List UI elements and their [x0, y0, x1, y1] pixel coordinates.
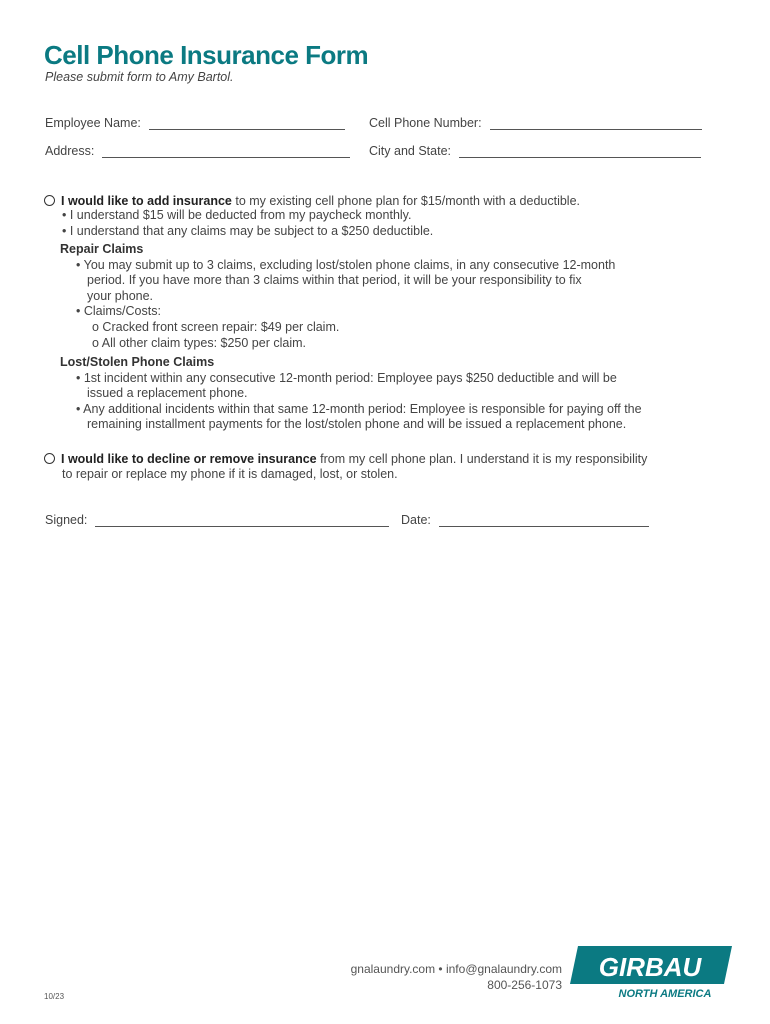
lost-stolen-section [60, 355, 642, 433]
footer-contact-line2: 800-256-1073 [487, 978, 562, 992]
repair-bullet-1-line3: your phone. [87, 288, 154, 303]
footer-contact-line1: gnalaundry.com • info@gnalaundry.com [350, 962, 562, 976]
add-insurance-text: to my existing cell phone plan for $15/month with a deductible. [231, 194, 580, 208]
cell-phone-number-field[interactable] [369, 116, 702, 130]
signed-label: Signed: [45, 513, 88, 527]
signed-line[interactable] [95, 514, 389, 527]
logo-text: GIRBAU [598, 952, 702, 982]
repair-cost-1: o Cracked front screen repair: $49 per claim. [92, 319, 340, 334]
repair-bullet-2: • Claims/Costs: [76, 304, 161, 319]
cell-phone-number-line[interactable] [490, 117, 702, 130]
lost-bullet-1-line1: • 1st incident within any consecutive 12-month period: Employee pays $250 deductible and will be [76, 370, 617, 385]
date-line[interactable] [439, 514, 649, 527]
add-insurance-bold: I would like to add insurance [61, 194, 232, 208]
page-title: Cell Phone Insurance Form [44, 40, 369, 70]
signed-field[interactable] [45, 513, 389, 527]
employee-name-line[interactable] [149, 117, 345, 130]
girbau-logo [568, 944, 734, 1000]
employee-name-label: Employee Name: [45, 116, 141, 130]
repair-bullet-1-line1: • You may submit up to 3 claims, excluding lost/stolen phone claims, in any consecutive 12-month [76, 257, 616, 272]
decline-insurance-checkbox[interactable] [44, 453, 55, 464]
decline-insurance-text: from my cell phone plan. I understand it is my responsibility [316, 452, 648, 466]
cell-phone-number-label: Cell Phone Number: [369, 116, 482, 130]
employee-name-field[interactable] [45, 116, 345, 130]
address-label: Address: [45, 144, 95, 158]
city-state-line[interactable] [459, 145, 701, 158]
decline-insurance-line2: to repair or replace my phone if it is damaged, lost, or stolen. [62, 467, 398, 481]
repair-claims-section [60, 242, 615, 351]
address-line[interactable] [102, 145, 350, 158]
add-insurance-checkbox[interactable] [44, 195, 55, 206]
lost-bullet-1-line2: issued a replacement phone. [87, 386, 248, 401]
logo-subtext: NORTH AMERICA [618, 988, 712, 1000]
date-field[interactable] [401, 513, 649, 527]
city-state-label: City and State: [369, 144, 451, 158]
decline-insurance-option[interactable] [44, 451, 647, 467]
add-bullet-2: • I understand that any claims may be subject to a $250 deductible. [62, 223, 434, 238]
lost-stolen-heading: Lost/Stolen Phone Claims [60, 355, 215, 369]
lost-bullet-2-line2: remaining installment payments for the lost/stolen phone and will be issued a replacement phone. [87, 417, 627, 432]
page-subtitle: Please submit form to Amy Bartol. [45, 70, 234, 84]
repair-bullet-1-line2: period. If you have more than 3 claims within that period, it will be your responsibility to fix [87, 273, 582, 288]
version-label: 10/23 [44, 992, 65, 1001]
repair-cost-2: o All other claim types: $250 per claim. [92, 335, 306, 350]
repair-claims-heading: Repair Claims [60, 242, 144, 256]
decline-insurance-bold: I would like to decline or remove insurance [61, 452, 317, 466]
address-field[interactable] [45, 144, 350, 158]
city-state-field[interactable] [369, 144, 701, 158]
lost-bullet-2-line1: • Any additional incidents within that same 12-month period: Employee is responsible for paying off the [76, 401, 642, 416]
add-bullet-1: • I understand $15 will be deducted from my paycheck monthly. [62, 208, 412, 222]
add-insurance-details [62, 208, 433, 239]
date-label: Date: [401, 513, 431, 527]
footer-contact [351, 961, 562, 993]
add-insurance-option[interactable] [44, 193, 580, 209]
